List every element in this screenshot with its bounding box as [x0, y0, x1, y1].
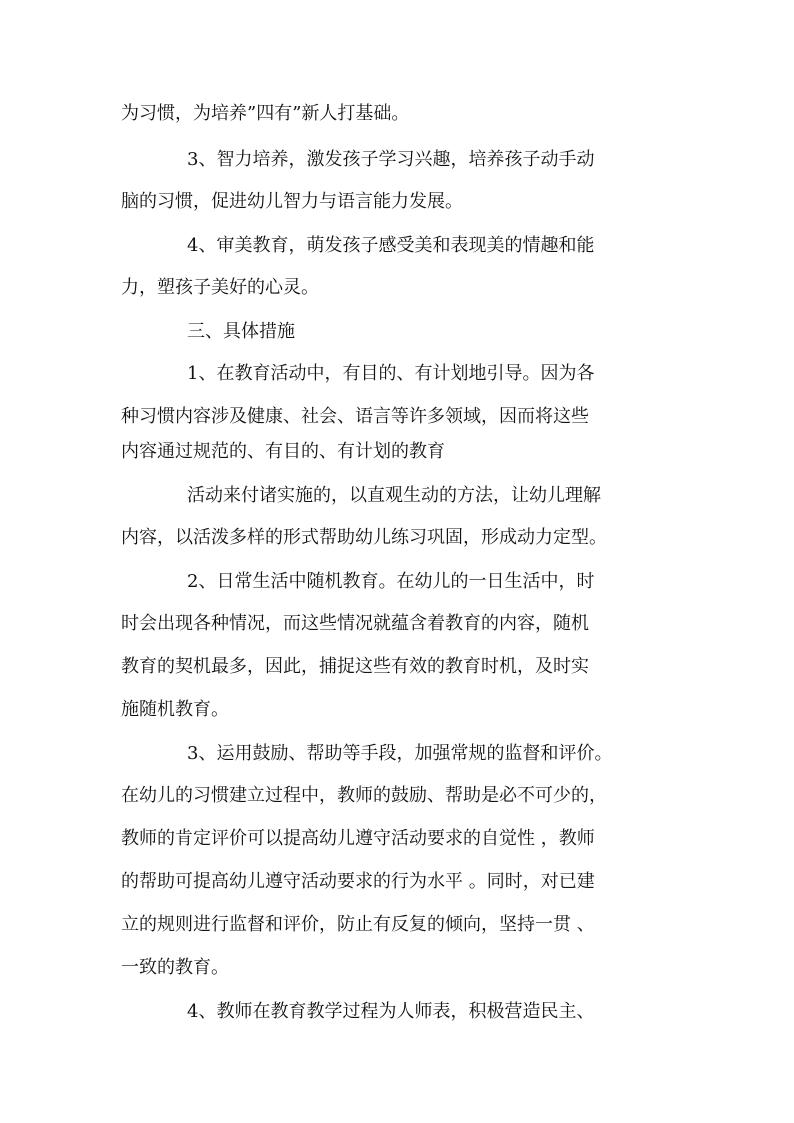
text-line: 4、教师在教育教学过程为人师表，积极营造民主、 — [187, 1001, 595, 1022]
text-line: 在幼儿的习惯建立过程中，教师的鼓励、帮助是必不可少的， — [121, 785, 607, 806]
text-line: 力，塑孩子美好的心灵。 — [121, 277, 319, 298]
text-line: 一致的教育。 — [121, 957, 229, 978]
text-line: 2、日常生活中随机教育。在幼儿的一日生活中，时 — [187, 571, 595, 592]
text-line: 3、运用鼓励、帮助等手段，加强常规的监督和评价。 — [187, 743, 613, 764]
section-heading: 三、具体措施 — [187, 321, 295, 342]
text-line: 立的规则进行监督和评价，防止有反复的倾向，坚持一贯 、 — [121, 914, 595, 935]
text-line: 的帮助可提高幼儿遵守活动要求的行为水平 。同时，对已建 — [121, 871, 595, 892]
text-line: 教育的契机最多，因此，捕捉这些有效的教育时机，及时实 — [121, 656, 589, 677]
text-line: 1、在教育活动中，有目的、有计划地引导。因为各 — [187, 363, 595, 384]
text-line: 教师的肯定评价可以提高幼儿遵守活动要求的自觉性 ，教师 — [121, 828, 595, 849]
text-line: 3、智力培养，激发孩子学习兴趣，培养孩子动手动 — [187, 149, 595, 170]
text-line: 4、审美教育，萌发孩子感受美和表现美的情趣和能 — [187, 235, 595, 256]
text-line: 时会出现各种情况，而这些情况就蕴含着教育的内容，随机 — [121, 613, 589, 634]
text-line: 施随机教育。 — [121, 699, 229, 720]
text-line: 种习惯内容涉及健康、社会、语言等许多领域，因而将这些 — [121, 406, 589, 427]
text-line: 内容，以活泼多样的形式帮助幼儿练习巩固，形成动力定型。 — [121, 527, 607, 548]
text-line: 内容通过规范的、有目的、有计划的教育 — [121, 441, 445, 462]
text-line: 脑的习惯，促进幼儿智力与语言能力发展。 — [121, 191, 463, 212]
text-line: 活动来付诸实施的，以直观生动的方法，让幼儿理解 — [187, 485, 601, 506]
text-line: 为习惯，为培养”四有”新人打基础。 — [121, 103, 410, 124]
